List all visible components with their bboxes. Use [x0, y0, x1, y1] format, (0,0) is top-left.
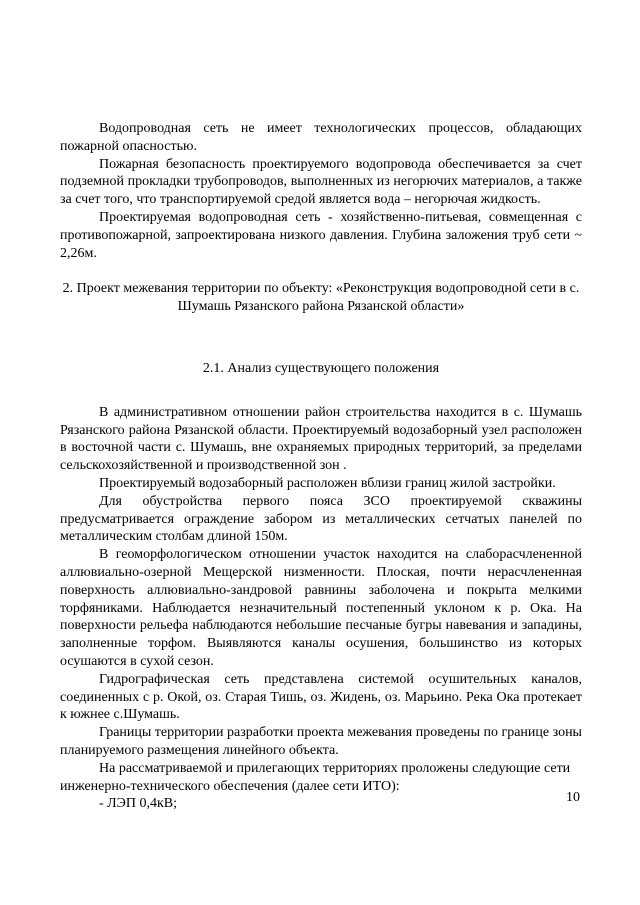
page-number: 10 [566, 790, 580, 805]
paragraph-fire-safety: Пожарная безопасность проектируемого водопровода обеспечивается за счет подземной прокладки трубопроводов, выполненных из негорючих материалов, а также за счет того, что транспортируемой средой является вода – негорючая жидкость. [60, 156, 582, 208]
list-item: - ЛЭП 0,4кВ; [99, 796, 178, 812]
paragraph-geomorphology: В геоморфологическом отношении участок находится на слаборасчлененной аллювиально-озерной Мещерской низменности. Плоская, почти нерасчлененная поверхность аллювиально-зандровой равнины заболочена и покрыта мелкими торфяниками. Наблюдается незначительный постепенный уклоном к р. Ока. На поверхности рельефа наблюдаются небольшие песчаные бугры навевания и западины, заполненные торфом. Выявляются каналы осушения, большинство из которых осушаются в сухой сезон. [60, 547, 582, 669]
paragraph-fencing: Для обустройства первого пояса ЗСО проектируемой скважины предусматривается ограждение забором из металлических сетчатых панелей по металлическим столбам длиной 150м. [60, 493, 582, 545]
body-text [60, 120, 582, 813]
section-title: 2. Проект межевания территории по объекту: «Реконструкция водопроводной сети в с. Шумашь Рязанского района Рязанской области» [62, 281, 580, 315]
paragraph-location: В административном отношении район строительства находится в с. Шумашь Рязанского района Рязанской области. Проектируемый водозаборный узел расположен в восточной части с. Шумашь, вне охраняемых природных территорий, за пределами сельскохозяйственной и производственной зон . [60, 404, 582, 474]
paragraph-fire-hazard: Водопроводная сеть не имеет технологических процессов, обладающих пожарной опасностью. [60, 121, 582, 154]
paragraph-utility-networks: На рассматриваемой и прилегающих территориях проложены следующие сети инженерно-технического обеспечения (далее сети ИТО): [60, 760, 571, 794]
paragraph-boundaries: Границы территории разработки проекта межевания проведены по границе зоны планируемого размещения линейного объекта. [60, 725, 582, 758]
paragraph-proximity: Проектируемый водозаборный расположен вблизи границ жилой застройки. [99, 475, 556, 491]
subsection-title: 2.1. Анализ существующего положения [202, 360, 440, 376]
paragraph-network-type: Проектируемая водопроводная сеть - хозяйственно-питьевая, совмещенная с противопожарной, запроектирована низкого давления. Глубина заложения труб сети ~ 2,26м. [60, 209, 582, 261]
paragraph-hydrography: Гидрографическая сеть представлена системой осушительных каналов, соединенных с р. Окой, оз. Старая Тишь, оз. Жидень, оз. Марьино. Река Ока протекает к южнее с.Шумашь. [60, 671, 582, 723]
